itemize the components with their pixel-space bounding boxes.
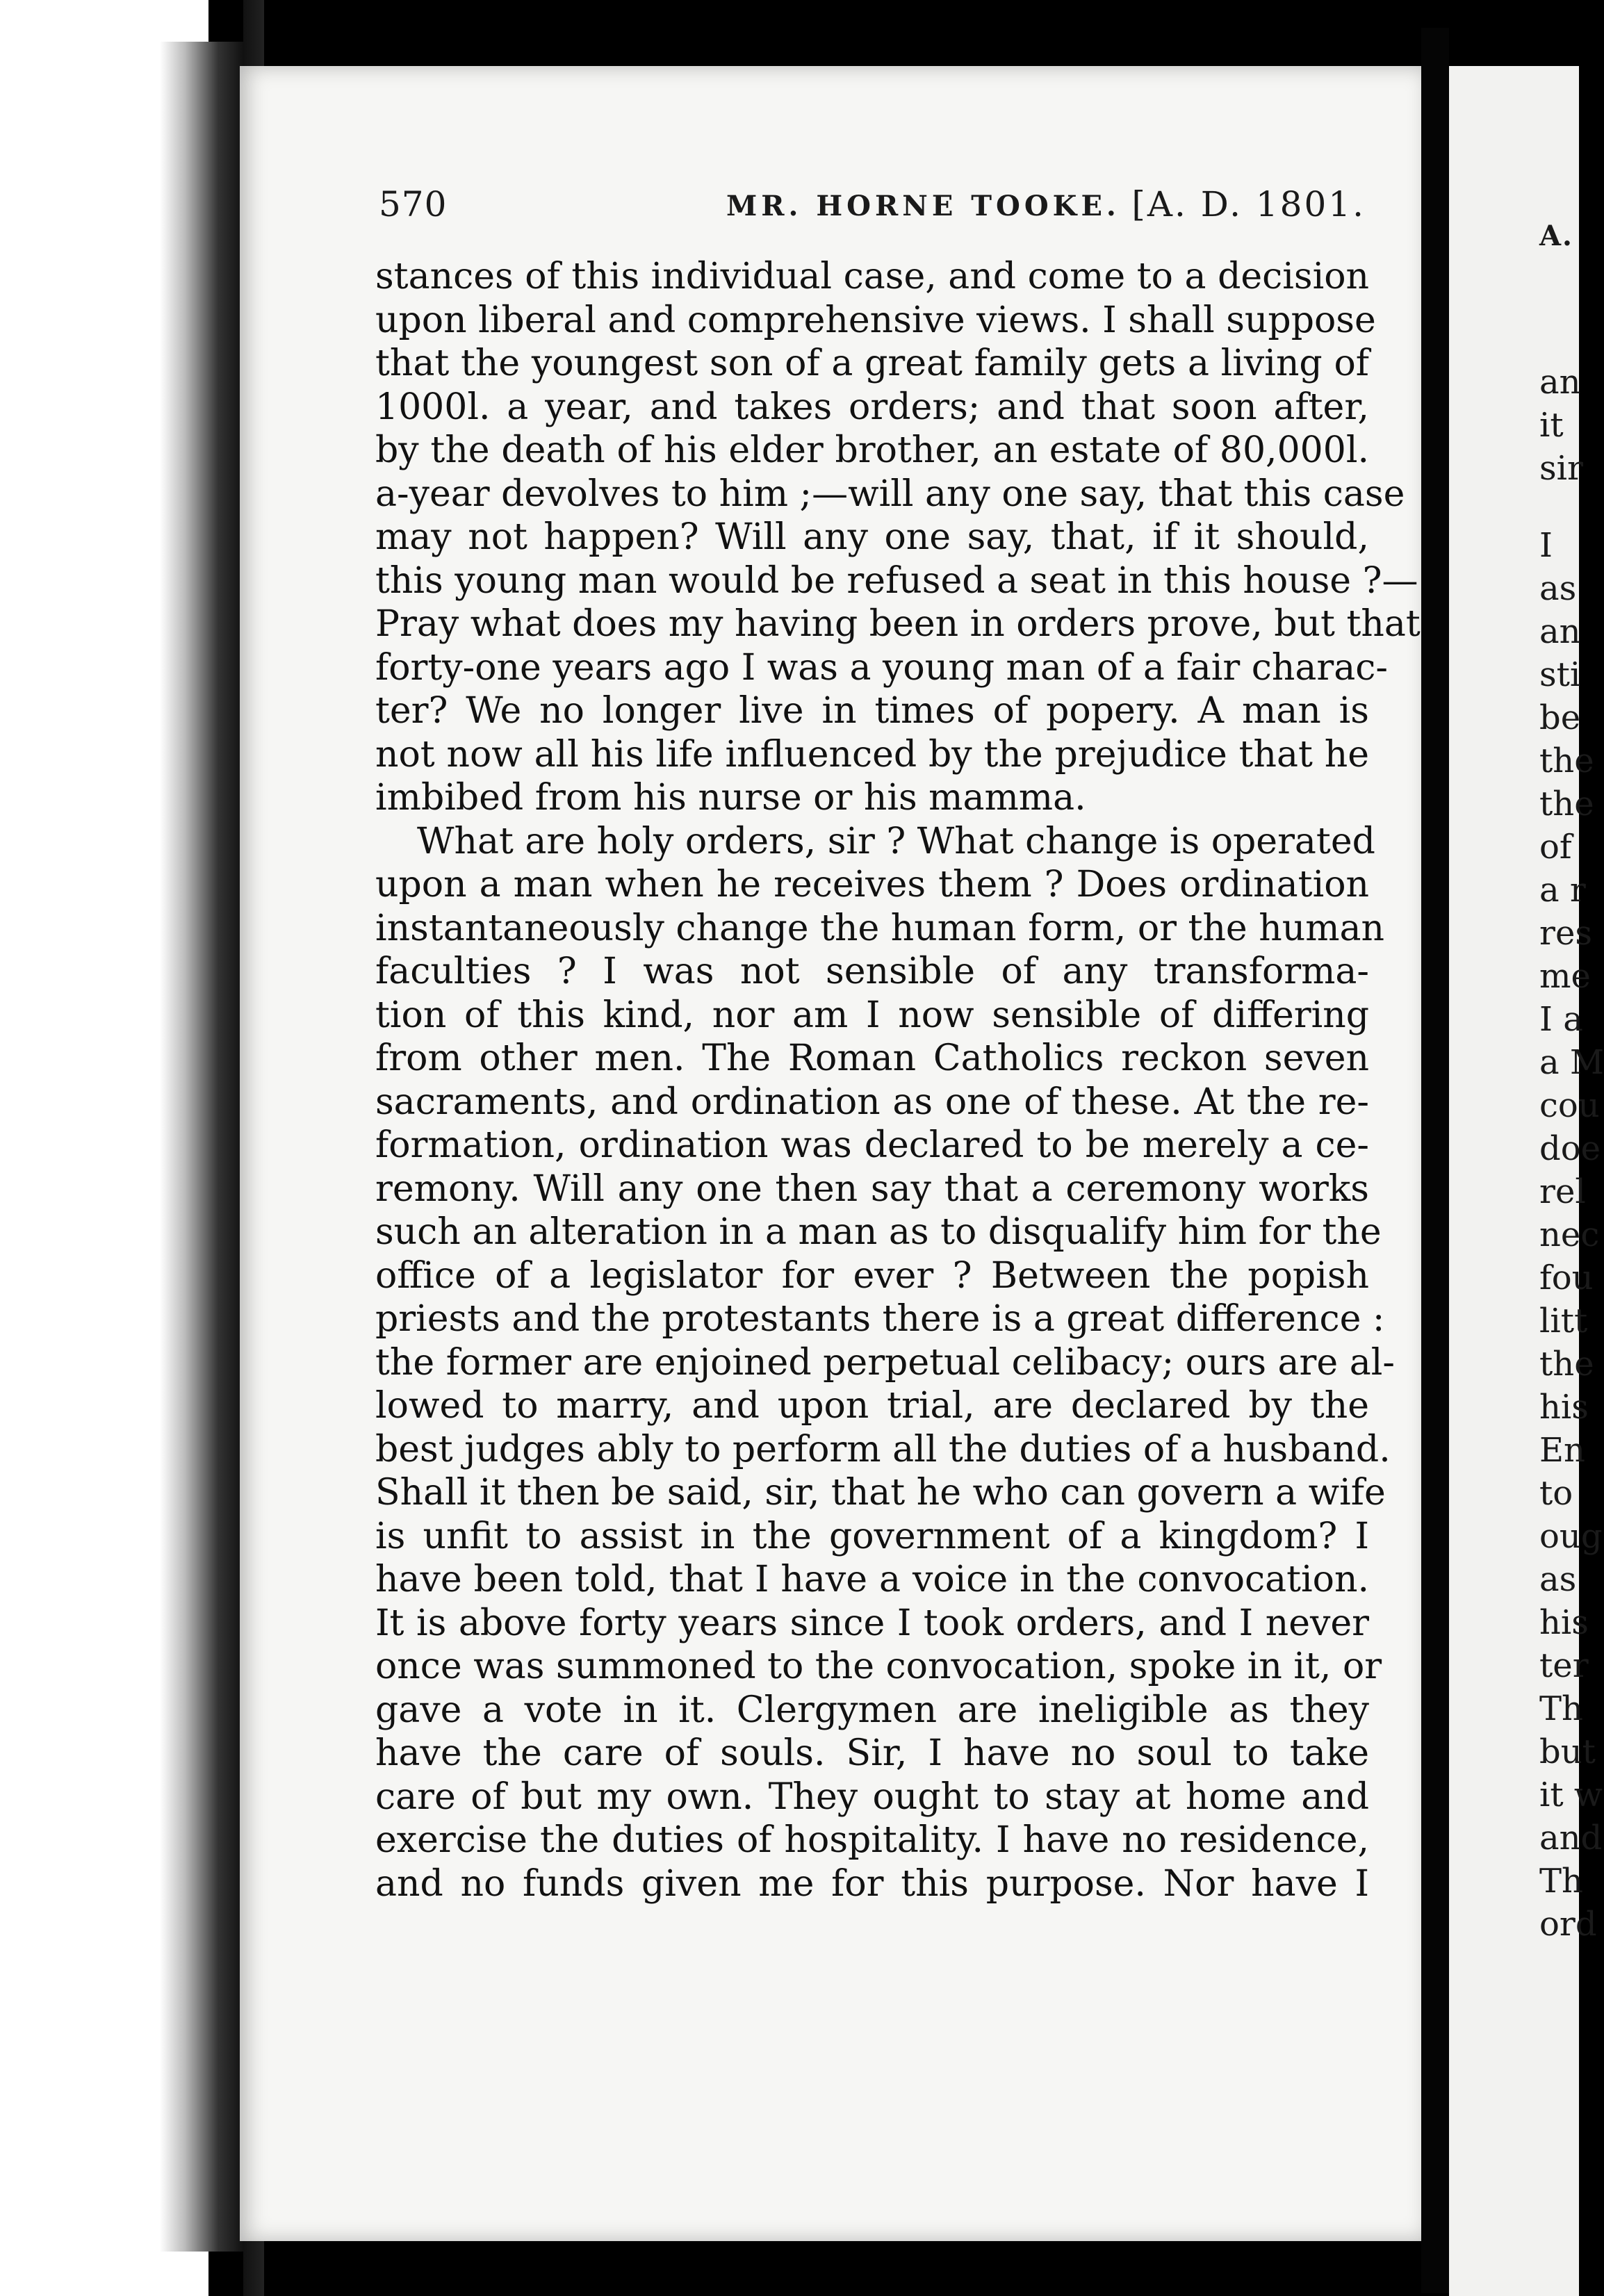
next-page-fragment: cou (1539, 1086, 1600, 1125)
next-page-fragment: res (1539, 914, 1592, 953)
next-page-fragment: a M (1539, 1043, 1604, 1082)
next-page-fragment: sti (1539, 655, 1581, 694)
text-line: It is above forty years since I took orders, and I never (375, 1602, 1369, 1644)
text-line: ter? We no longer live in times of popery. A man is (375, 690, 1369, 732)
next-page-fragment: of (1539, 828, 1572, 867)
text-line: once was summoned to the convocation, spoke in it, or (375, 1646, 1382, 1687)
text-line: and no funds given me for this purpose. Nor have I (375, 1862, 1369, 1905)
next-page-fragment: litt (1539, 1302, 1588, 1340)
text-line: forty-one years ago I was a young man of a fair charac- (375, 646, 1388, 689)
text-line: formation, ordination was declared to be merely a ce- (375, 1124, 1369, 1166)
next-page-fragment: fou (1539, 1258, 1594, 1297)
next-page-fragment: I (1539, 526, 1553, 565)
text-line: What are holy orders, sir ? What change is operated (417, 820, 1375, 862)
next-page-fragment: I a (1539, 1000, 1583, 1039)
text-line: sacraments, and ordination as one of these. At the re- (375, 1081, 1369, 1123)
text-line: such an alteration in a man as to disqualify him for the (375, 1211, 1382, 1253)
next-page-running-head: A. (1539, 220, 1573, 252)
text-line: imbibed from his nurse or his mamma. (375, 777, 1086, 819)
next-page-fragment: the (1539, 785, 1594, 823)
text-line: instantaneously change the human form, or the human (375, 907, 1385, 949)
next-page-fragment: En (1539, 1431, 1585, 1470)
next-page-fragment: ord (1539, 1905, 1597, 1944)
text-line: the former are enjoined perpetual celibacy; ours are al- (375, 1341, 1395, 1384)
text-line: best judges ably to perform all the duties of a husband. (375, 1428, 1391, 1470)
text-line: have the care of souls. Sir, I have no soul to take (375, 1732, 1369, 1774)
next-page-fragment: it (1539, 406, 1564, 445)
body-text (375, 255, 1421, 1905)
text-line: may not happen? Will any one say, that, if it should, (375, 516, 1369, 558)
next-page-fragment: sir (1539, 449, 1583, 488)
next-page-fragment: as (1539, 569, 1577, 608)
next-page-edge (1449, 66, 1604, 2296)
text-line: priests and the protestants there is a great difference : (375, 1298, 1385, 1340)
text-line: have been told, that I have a voice in the convocation. (375, 1559, 1369, 1600)
book-page (240, 66, 1421, 2241)
text-line: stances of this individual case, and come to a decision (375, 256, 1369, 297)
text-line: exercise the duties of hospitality. I have no residence, (375, 1819, 1369, 1861)
text-line: that the youngest son of a great family gets a living of (375, 343, 1369, 384)
page-gutter (1421, 28, 1449, 2293)
next-page-fragment: Th (1539, 1689, 1583, 1728)
text-line: not now all his life influenced by the prejudice that he (375, 733, 1369, 776)
next-page-fragment: me (1539, 957, 1591, 996)
text-line: tion of this kind, nor am I now sensible of differing (375, 994, 1369, 1036)
next-page-fragment: oug (1539, 1517, 1603, 1556)
text-line: gave a vote in it. Clergymen are ineligible as they (375, 1689, 1369, 1731)
next-page-fragment: an (1539, 363, 1581, 402)
text-line: a-year devolves to him ;—will any one say, that this case (375, 473, 1405, 515)
next-page-fragment: an (1539, 612, 1581, 651)
next-page-fragment: Th (1539, 1862, 1583, 1901)
text-line: upon a man when he receives them ? Does ordination (375, 864, 1369, 905)
next-page-fragment: doe (1539, 1129, 1601, 1168)
next-page-fragment: it w (1539, 1776, 1603, 1814)
text-line: 1000l. a year, and takes orders; and that soon after, (375, 386, 1369, 428)
text-line: upon liberal and comprehensive views. I shall suppose (375, 299, 1376, 341)
next-page-fragment: his (1539, 1388, 1589, 1427)
text-line: by the death of his elder brother, an estate of 80,000l. (375, 429, 1369, 471)
next-page-fragment: to (1539, 1474, 1573, 1513)
running-head (379, 184, 1366, 240)
text-line: lowed to marry, and upon trial, are declared by the (375, 1385, 1369, 1427)
next-page-fragment: nec (1539, 1215, 1600, 1254)
text-line: is unfit to assist in the government of a kingdom? I (375, 1515, 1369, 1557)
next-page-fragment: as (1539, 1560, 1577, 1599)
book-edge-shadow (160, 42, 243, 2252)
next-page-fragment: the (1539, 1345, 1594, 1384)
text-line: care of but my own. They ought to stay at home and (375, 1776, 1369, 1818)
text-line: office of a legislator for ever ? Between the popish (375, 1254, 1369, 1297)
text-line: remony. Will any one then say that a ceremony works (375, 1167, 1369, 1210)
next-page-fragment: rel (1539, 1172, 1586, 1211)
next-page-fragment: ter (1539, 1646, 1589, 1685)
text-line: this young man would be refused a seat in this house ?— (375, 559, 1418, 602)
text-line: faculties ? I was not sensible of any transforma- (375, 951, 1369, 992)
text-line: Pray what does my having been in orders prove, but that (375, 603, 1421, 645)
running-date: [A. D. 1801. (1131, 184, 1366, 224)
next-page-fragment: his (1539, 1603, 1589, 1642)
next-page-fragment: the (1539, 741, 1594, 780)
next-page-fragment: be (1539, 698, 1581, 737)
next-page-fragment: a r (1539, 871, 1586, 910)
next-page-fragment: but (1539, 1732, 1596, 1771)
page-number: 570 (379, 184, 448, 224)
text-line: Shall it then be said, sir, that he who can govern a wife (375, 1472, 1386, 1514)
next-page-fragment: and (1539, 1819, 1603, 1858)
running-title: MR. HORNE TOOKE. (726, 190, 1120, 222)
text-line: from other men. The Roman Catholics reckon seven (375, 1038, 1369, 1079)
